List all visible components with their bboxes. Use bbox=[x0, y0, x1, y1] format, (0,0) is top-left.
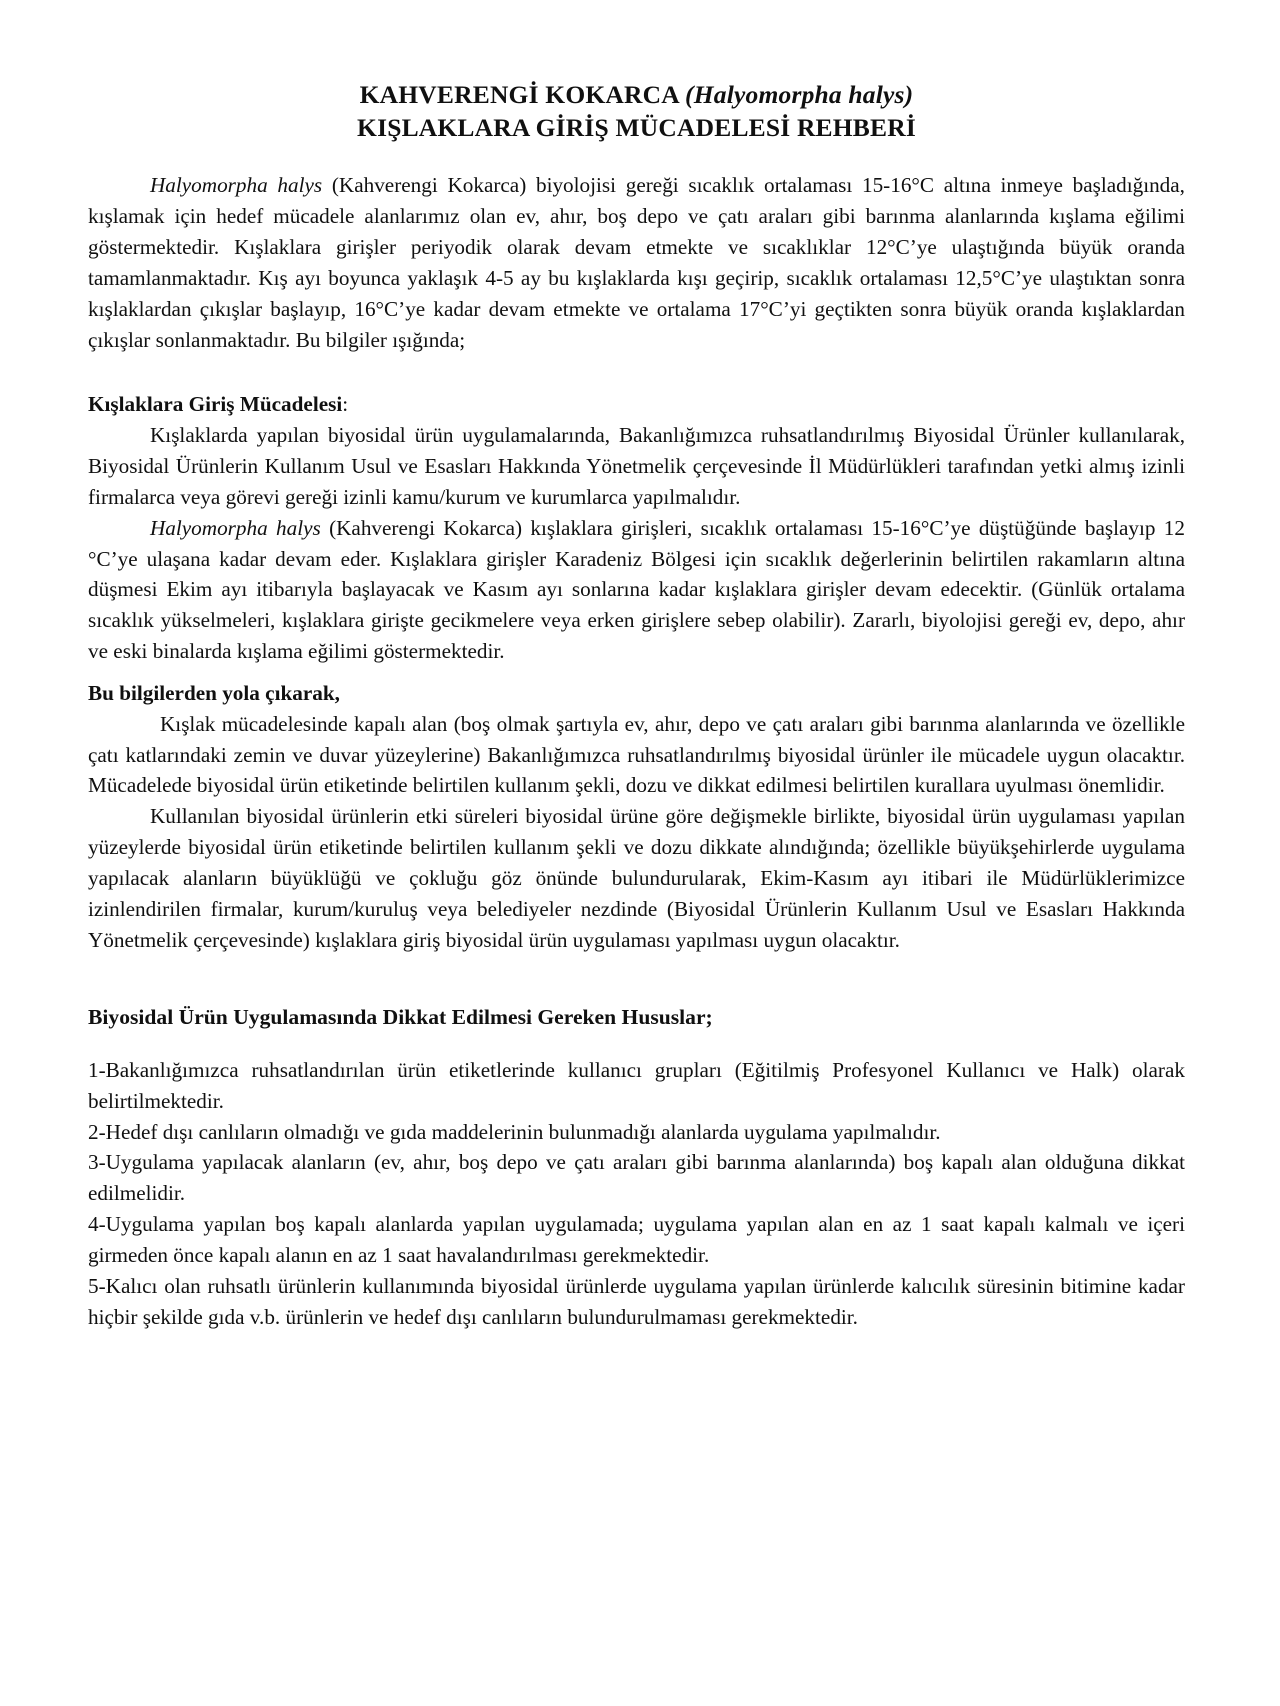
title-scientific-name: (Halyomorpha halys) bbox=[685, 80, 914, 109]
spacer bbox=[88, 667, 1185, 678]
title-line-1 bbox=[88, 78, 1185, 111]
intro-body: (Kahverengi Kokarca) biyolojisi gereği sıcaklık ortalaması 15-16°C altına inmeye başladığında, kışlamak için hedef mücadele alanlarımız olan ev, ahır, boş depo ve çatı araları gibi barınma alanlarında kışlama eğilimi göstermektedir. Kışlaklara girişler periyodik olarak devam etmekte ve sıcaklıklar 12°C’ye ulaştığında büyük oranda tamamlanmaktadır. Kış ayı boyunca yaklaşık 4-5 ay bu kışlaklarda kışı geçirip, sıcaklık ortalaması 12,5°C’ye ulaştıktan sonra kışlaklardan çıkışlar başlayıp, 16°C’ye kadar devam etmekte ve ortalama 17°C’yi geçtikten sonra büyük oranda kışlaklardan çıkışlar sonlanmaktadır. Bu bilgiler ışığında; bbox=[88, 173, 1185, 352]
section-one-scientific-name: Halyomorpha halys bbox=[150, 515, 321, 540]
list-item: 1-Bakanlığımızca ruhsatlandırılan ürün etiketlerinde kullanıcı grupları (Eğitilmiş Profesyonel Kullanıcı ve Halk) olarak belirtilmektedir. bbox=[88, 1057, 1185, 1113]
page-title bbox=[88, 78, 1185, 144]
list-item: 3-Uygulama yapılacak alanların (ev, ahır, boş depo ve çatı araları gibi barınma alanlarında) boş kapalı alan olduğuna dikkat edilmelidir. bbox=[88, 1150, 1185, 1206]
heading-biyosidal-urun-hususlar: Biyosidal Ürün Uygulamasında Dikkat Edilmesi Gereken Hususlar; bbox=[88, 1004, 713, 1029]
heading-text: Kışlaklara Giriş Mücadelesi bbox=[88, 392, 343, 417]
title-line-2: KIŞLAKLARA GİRİŞ MÜCADELESİ REHBERİ bbox=[357, 113, 916, 143]
list-item: 2-Hedef dışı canlıların olmadığı ve gıda maddelerinin bulunmadığı alanlarda uygulama yapılmalıdır. bbox=[88, 1119, 941, 1144]
section-one-paragraph-1: Kışlaklarda yapılan biyosidal ürün uygulamalarında, Bakanlığımızca ruhsatlandırılmış Biyosidal Ürünler kullanılarak, Biyosidal Ürünlerin Kullanım Usul ve Esasları Hakkında Yönetmelik çerçevesinde İl Müdürlükleri tarafından yetki almış izinli firmalarca veya görevi gereği izinli kamu/kurum ve kurumlarca yapılmalıdır. bbox=[88, 423, 1185, 509]
intro-scientific-name: Halyomorpha halys bbox=[150, 173, 323, 198]
numbered-list bbox=[88, 1055, 1185, 1333]
heading-colon: : bbox=[342, 392, 349, 417]
intro-paragraph bbox=[88, 170, 1185, 355]
list-item: 4-Uygulama yapılan boş kapalı alanlarda yapılan uygulamada; uygulama yapılan alan en az 1 saat kapalı kalmalı ve içeri girmeden önce kapalı alanın en az 1 saat havalandırılması gerekmektedir. bbox=[88, 1212, 1185, 1267]
section-one-paragraph-2 bbox=[88, 513, 1185, 667]
heading-kislaklara-giris-mucadelesi bbox=[88, 389, 1185, 420]
spacer bbox=[88, 956, 1185, 1002]
title-common-name: KAHVERENGİ KOKARCA bbox=[359, 80, 686, 109]
spacer bbox=[88, 1033, 1185, 1055]
section-two-paragraph-1: Kışlak mücadelesinde kapalı alan (boş olmak şartıyla ev, ahır, depo ve çatı araları gibi barınma alanlarında ve özellikle çatı katlarındaki zemin ve duvar yüzeylerine) Bakanlığımızca ruhsatlandırılmış biyosidal ürünler ile mücadele uygun olacaktır. Mücadelede biyosidal ürün etiketinde belirtilen kullanım şekli, dozu ve dikkat edilmesi belirtilen kurallara uyulması önemlidir. bbox=[88, 711, 1185, 798]
list-item: 5-Kalıcı olan ruhsatlı ürünlerin kullanımında biyosidal ürünlerde uygulama yapılan ürünlerde kalıcılık süresinin bitimine kadar hiçbir şekilde gıda v.b. ürünlerin ve hedef dışı canlıların bulundurulmaması gerekmektedir. bbox=[88, 1273, 1185, 1329]
section-one-paragraph-2-body: (Kahverengi Kokarca) kışlaklara girişleri, sıcaklık ortalaması 15-16°C’ye düştüğünde başlayıp 12 °C’ye ulaşana kadar devam eder. Kışlaklara girişler Karadeniz Bölgesi için sıcaklık değerlerinin belirtilen rakamların altına düşmesi Ekim ayı itibarıyla başlayacak ve Kasım ayı sonlarına kadar kışlaklara girişler devam edecektir. (Günlük ortalama sıcaklık yükselmeleri, kışlaklara girişte gecikmelere veya erken girişlere sebep olabilir). Zararlı, biyolojisi gereği ev, depo, ahır ve eski binalarda kışlama eğilimi göstermektedir. bbox=[88, 515, 1185, 664]
spacer bbox=[88, 355, 1185, 389]
heading-bu-bilgilerden-yola-cikarak: Bu bilgilerden yola çıkarak, bbox=[88, 680, 340, 705]
section-two-paragraph-2: Kullanılan biyosidal ürünlerin etki süreleri biyosidal ürüne göre değişmekle birlikte, biyosidal ürün uygulaması yapılan yüzeylerde biyosidal ürün etiketinde belirtilen kullanım şekli ve dozu dikkate alındığında; özellikle büyükşehirlerde uygulama yapılacak alanların büyüklüğü ve çokluğu göz önünde bulundurularak, Ekim-Kasım ayı itibari ile Müdürlüklerimizce izinlendirilen firmalar, kurum/kuruluş veya belediyeler nezdinde (Biyosidal Ürünlerin Kullanım Usul ve Esasları Hakkında Yönetmelik çerçevesinde) kışlaklara giriş biyosidal ürün uygulaması yapılması uygun olacaktır. bbox=[88, 804, 1185, 952]
